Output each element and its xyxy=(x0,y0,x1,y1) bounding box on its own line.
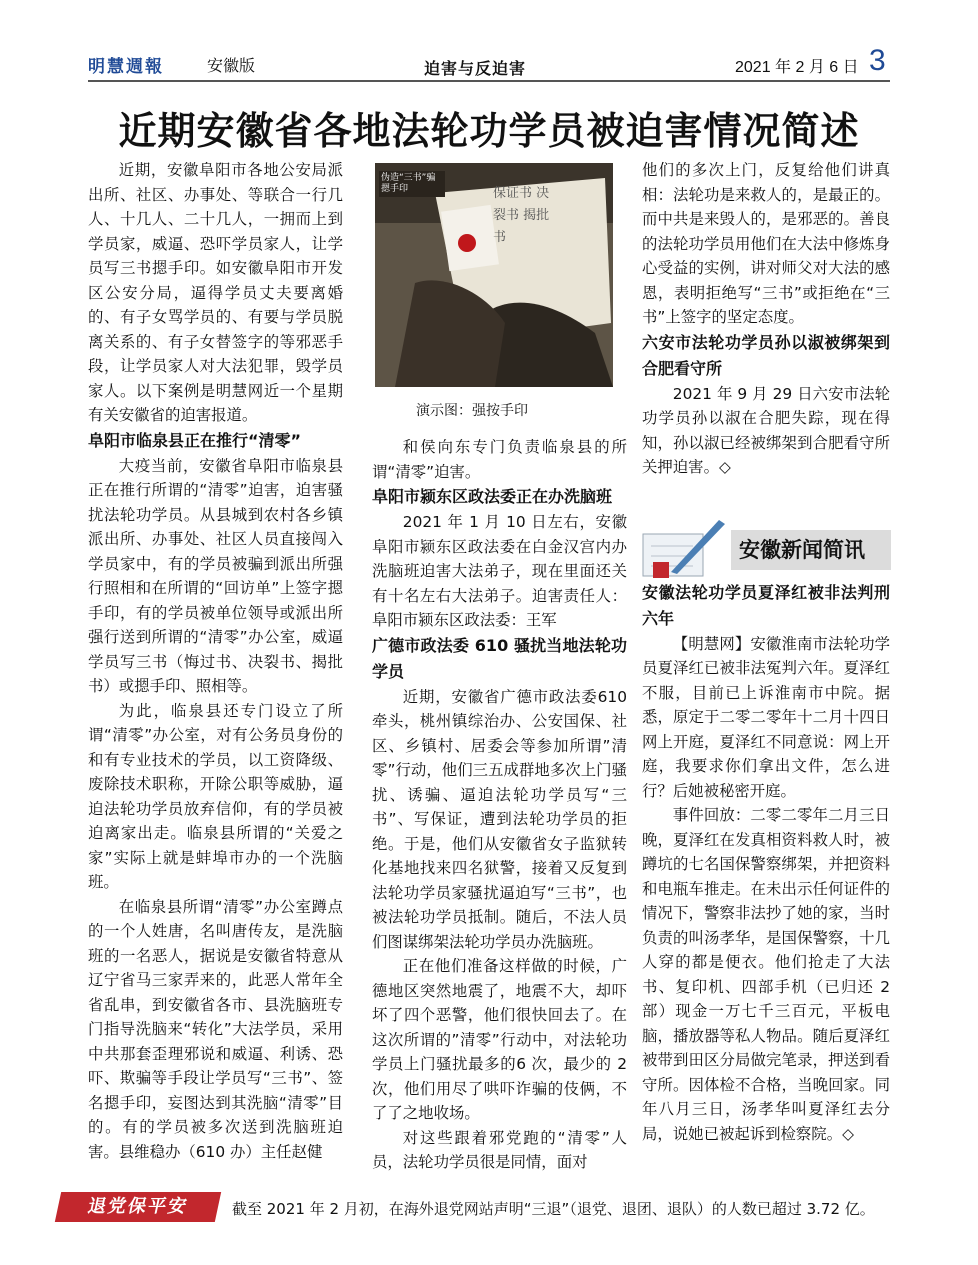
paragraph: 大疫当前，安徽省阜阳市临泉县正在推行所谓的“清零”迫害，迫害骚扰法轮功学员。从县城到农村各乡镇派出所、办事处、社区人员直接闯入学员家中，有的学员被骗到派出所强行照相和在所谓的“回访单”上签字摁手印，有的学员被单位领导或派出所强行送到所谓的“清零”办公室，威逼学员写三书（悔过书、决裂书、揭批书）或摁手印、照相等。 xyxy=(88,456,343,695)
subheading: 六安市法轮功学员孙以淑被绑架到合肥看守所 xyxy=(642,332,890,378)
column-1 xyxy=(88,158,343,1164)
column-3 xyxy=(642,158,890,1146)
main-headline: 近期安徽省各地法轮功学员被迫害情况简述 xyxy=(118,109,860,153)
issue-date: 2021 年 2 月 6 日 xyxy=(735,59,859,76)
section-title: 迫害与反迫害 xyxy=(424,59,527,78)
subheading: 安徽法轮功学员夏泽红被非法判刑六年 xyxy=(642,582,890,628)
news-briefs-banner xyxy=(641,512,891,584)
paragraph: 和侯向东专门负责临泉县的所谓“清零”迫害。 xyxy=(372,438,627,481)
footer xyxy=(0,1186,978,1265)
banner-title: 安徽新闻简讯 xyxy=(739,538,865,562)
edition-label: 安徽版 xyxy=(207,56,256,75)
paragraph: 为此，临泉县还专门设立了所谓“清零”办公室，对有公务员身份的和有专业技术的学员，以工资降级、废除技术职称，开除公职等威胁，逼迫法轮功学员放弃信仰，有的学员被迫离家出走。临泉县所谓的“关爱之家”实际上就是蚌埠市办的一个洗脑班。 xyxy=(88,701,343,891)
paragraph: 近期，安徽省广德市政法委610 牵头，桃州镇综治办、公安国保、社区、乡镇村、居委会等参加所谓”清零”行动，他们三五成群地多次上门骚扰、诱骗、逼迫法轮功学员写“三书”、写保证，遭到法轮功学员的拒绝。于是，他们从安徽省女子监狱转化基地找来四名狱警，接着又反复到法轮功学员家骚扰逼迫写“三书”，也被法轮功学员抵制。随后，不法人员们图谋绑架法轮功学员办洗脑班。 xyxy=(372,687,627,951)
photo-caption: 演示图：强按手印 xyxy=(416,403,528,419)
page-number: 3 xyxy=(869,44,886,77)
quill-and-paper-icon xyxy=(641,512,731,584)
paragraph: 对这些跟着邪党跑的“清零”人员，法轮功学员很是同情，面对 xyxy=(372,1128,627,1171)
paragraph: 2021 年 1 月 10 日左右，安徽阜阳市颍东区政法委在白金汉宫内办洗脑班迫害大法弟子，现在里面还关有十名左右大法弟子。迫害责任人：阜阳市颍东区政法委：王军 xyxy=(372,513,627,629)
paragraph: 事件回放：二零二零年二月三日晚，夏泽红在发真相资料救人时，被蹲坑的七名国保警察绑架，并把资料和电瓶车推走。在未出示任何证件的情况下，警察非法抄了她的家，当时负责的叫汤孝华，是国保警察，十几人穿的都是便衣。他们抢走了大法书、复印机、四部手机（已归还 2 部）现金一万七千三百元，平板电脑，播放器等私人物品。随后夏泽红被带到田区分局做完笔录，押送到看守所。因体检不合格，当晚回家。同年八月三日，汤孝华叫夏泽红去分局，说她已被起诉到检察院。◇ xyxy=(642,806,890,1143)
paragraph: 正在他们准备这样做的时候，广德地区突然地震了，地震不大，却吓坏了四个恶警，他们很快回去了。在这次所谓的”清零”行动中，对法轮功学员上门骚扰最多的6 次，最少的 2 次，他们用尽了哄吓诈骗的伎俩，不了了之地收场。 xyxy=(372,957,627,1122)
footer-notice: 截至 2021 年 2 月初，在海外退党网站声明“三退”（退党、退团、退队）的人数已超过 3.72 亿。 xyxy=(232,1200,875,1218)
newspaper-logo: 明慧週報 xyxy=(88,57,164,77)
demonstration-photo xyxy=(375,163,613,387)
quit-party-tag: 退党保平安 xyxy=(55,1192,221,1222)
subheading: 阜阳市颍东区政法委正在办洗脑班 xyxy=(372,487,613,506)
paragraph: 【明慧网】安徽淮南市法轮功学员夏泽红已被非法冤判六年。夏泽红不服，目前已上诉淮南市中院。据悉，原定于二零二零年十二月十四日网上开庭，夏泽红不同意说：网上开庭，我要求你们拿出文件，怎么进行？后她被秘密开庭。 xyxy=(642,634,890,800)
paragraph: 2021 年 9 月 29 日六安市法轮功学员孙以淑在合肥失踪，现在得知，孙以淑已经被绑架到合肥看守所关押迫害。◇ xyxy=(642,384,890,476)
header-rule xyxy=(88,80,890,82)
column-2 xyxy=(372,435,627,1175)
paragraph: 在临泉县所谓“清零”办公室蹲点的一个人姓唐，名叫唐传友，是洗脑班的一名恶人，据说是安徽省特意从辽宁省马三家弄来的，此恶人常年全省乱串，到安徽省各市、县洗脑班专门指导洗脑来“转化”大法学员，采用中共那套歪理邪说和威逼、利诱、恐吓、欺骗等手段让学员写“三书”、签名摁手印，妄图达到其洗脑“清零”目的。有的学员被多次送到洗脑班迫害。县维稳办（610 办）主任赵健 xyxy=(88,897,343,1161)
paragraph: 他们的多次上门，反复给他们讲真相：法轮功是来救人的，是最正的。而中共是来毁人的，是邪恶的。善良的法轮功学员用他们在大法中修炼身心受益的实例，讲对师父对大法的感恩，表明拒绝写“三书”或拒绝在“三书”上签字的坚定态度。 xyxy=(642,161,890,326)
paragraph: 近期，安徽阜阳市各地公安局派出所、社区、办事处、等联合一行几人、十几人、二十几人，一拥而上到学员家，威逼、恐吓学员家人，让学员写三书摁手印。如安徽阜阳市开发区公安分局，逼得学员丈夫要离婚的、有子女骂学员的、有要与学员脱离关系的、有子女替签字的等邪恶手段，让学员家人对大法犯罪，毁学员家人。以下案例是明慧网近一个星期有关安徽省的迫害报道。 xyxy=(88,161,343,424)
subheading: 阜阳市临泉县正在推行“清零” xyxy=(88,430,302,450)
photo-paper-text: 保证书 决裂书 揭批书 xyxy=(493,186,550,245)
subheading: 广德市政法委 610 骚扰当地法轮功学员 xyxy=(372,635,627,681)
photo-card-text: 伪造“三书”骗摁手印 xyxy=(381,173,436,194)
masthead xyxy=(0,0,978,84)
